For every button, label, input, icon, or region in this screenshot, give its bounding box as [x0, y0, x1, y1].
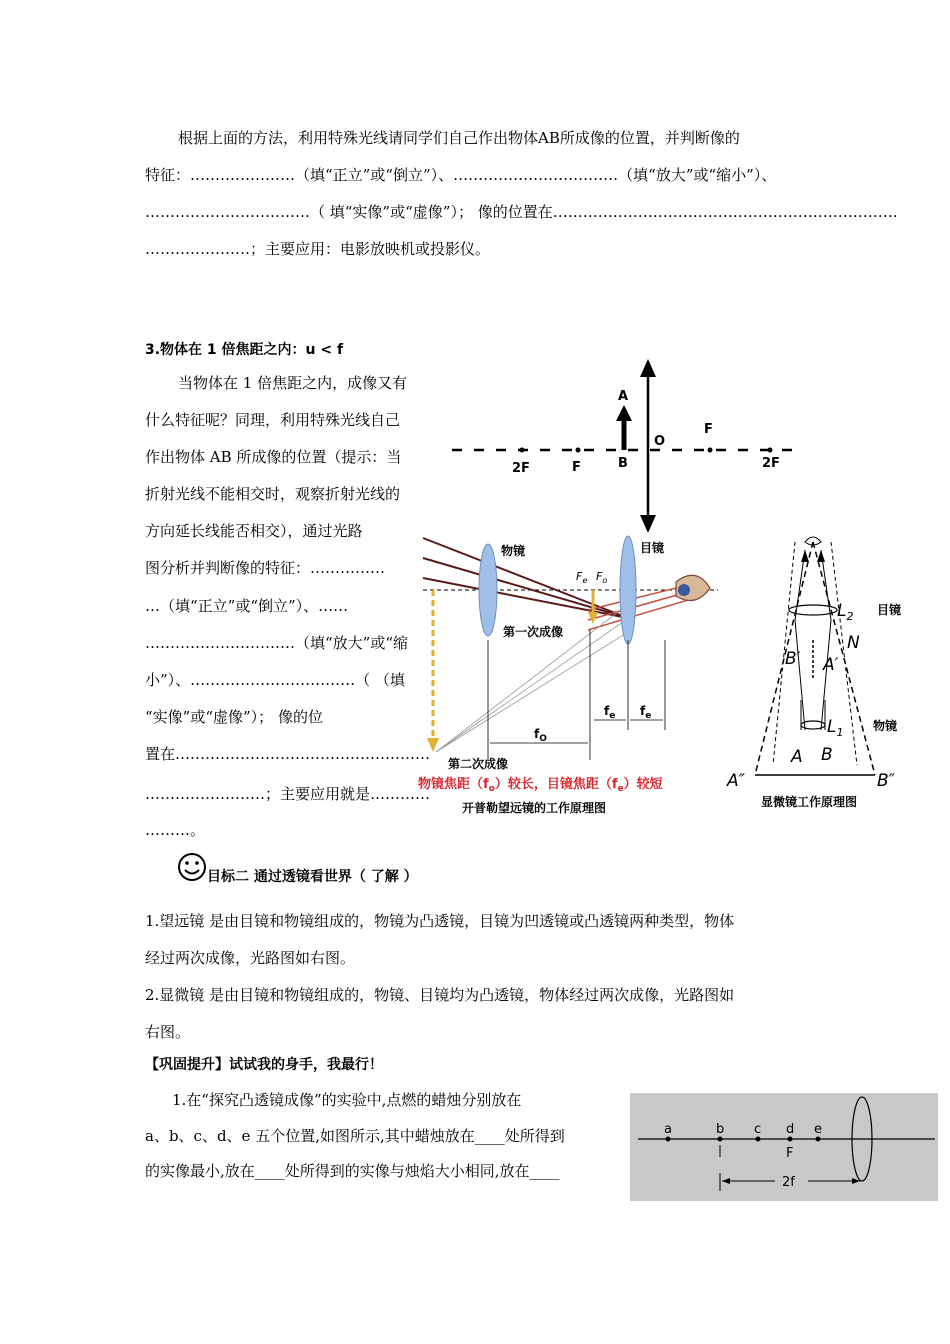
svg-text:Fe — [576, 570, 587, 585]
Fo-label: F — [596, 570, 603, 583]
microscope-diagram — [725, 530, 925, 815]
fo-sub: O — [539, 734, 547, 744]
section3-line: 置在…………………………………………… — [145, 745, 431, 763]
section3-line: ………。 — [145, 821, 206, 839]
goal2-title: 目标二 通过透镜看世界（ 了解 ） — [207, 869, 418, 885]
telescope-diagram — [418, 530, 718, 820]
section3-line: 图分析并判断像的特征：…………… — [145, 559, 386, 577]
fe-sub-2: e — [645, 711, 652, 721]
A-label: A — [791, 747, 803, 767]
convex-lens-diagram — [440, 355, 810, 535]
L2-label: L — [837, 601, 847, 621]
svg-text:Fo — [596, 570, 607, 585]
section3-line: “实像”或“虚像”）； 像的位 — [145, 708, 323, 726]
telescope-caption: 开普勒望远镜的工作原理图 — [462, 801, 607, 815]
svg-text:L1 — [827, 717, 843, 739]
para1-line2: 特征：…………………（填“正立”或“倒立”）、……………………………（填“放大”或“缩小”）、 — [145, 166, 777, 184]
L2-sub: 2 — [846, 610, 854, 623]
label-O: O — [654, 434, 666, 449]
pos-e-label: e — [814, 1122, 822, 1137]
section3-line: 折射光线不能相交时，观察折射光线的 — [145, 485, 401, 503]
L1-sub: 1 — [836, 726, 844, 739]
Bprime-label: B′ — [785, 649, 801, 669]
q1-line2: a、b、c、d、e 五个位置,如图所示,其中蜡烛放在____处所得到 — [145, 1127, 565, 1145]
pos-c-label: c — [754, 1122, 762, 1137]
item2-line1: 2.显微镜 是由目镜和物镜组成的，物镜、目镜均为凸透镜，物体经过两次成像，光路图如 — [145, 986, 735, 1004]
section3-title: 3.物体在 1 倍焦距之内：u < f — [145, 342, 344, 358]
microscope-eyepiece-label: 目镜 — [877, 603, 902, 617]
telescope-note-a: 物镜焦距（f — [418, 777, 489, 792]
section3-line: 当物体在 1 倍焦距之内，成像又有 — [178, 374, 408, 392]
smiley-icon — [177, 852, 207, 882]
twof-label: 2f — [782, 1175, 795, 1190]
Fo-sub: o — [602, 576, 608, 585]
fe-label-1: f — [604, 704, 610, 718]
label-F-right: F — [704, 422, 713, 437]
microscope-caption: 显微镜工作原理图 — [761, 795, 858, 809]
telescope-note-c: ）较短 — [623, 777, 663, 792]
para1-line3: ……………………………（ 填“实像”或“虚像”）； 像的位置在…………………………………………………………… — [145, 203, 898, 221]
pos-a-label: a — [664, 1122, 672, 1137]
q1-line1: 1.在“探究凸透镜成像”的实验中,点燃的蜡烛分别放在 — [172, 1091, 522, 1109]
telescope-note-sub1: o — [488, 784, 495, 794]
fo-label: f — [534, 727, 540, 741]
para1-line4: …………………；主要应用：电影放映机或投影仪。 — [145, 240, 491, 258]
item1-line2: 经过两次成像，光路图如右图。 — [145, 949, 356, 967]
Fe-sub: e — [582, 576, 588, 585]
Adoubleprime-label: A″ — [727, 771, 745, 791]
section3-line: 作出物体 AB 所成像的位置（提示：当 — [145, 448, 402, 466]
Bdoubleprime-label: B″ — [877, 771, 896, 791]
telescope-eyepiece-label: 目镜 — [640, 541, 665, 555]
Fe-label: F — [576, 570, 583, 583]
svg-text:L2 — [837, 601, 853, 623]
first-image-label: 第一次成像 — [503, 625, 564, 639]
consolidate-title: 【巩固提升】试试我的身手，我最行！ — [145, 1057, 383, 1073]
svg-text:fO — [534, 727, 547, 744]
item1-line1: 1.望远镜 是由目镜和物镜组成的，物镜为凸透镜，目镜为凹透镜或凸透镜两种类型，物体 — [145, 912, 735, 930]
microscope-objective-label: 物镜 — [873, 719, 898, 733]
section3-line: 小”）、……………………………（ （填 — [145, 671, 405, 689]
svg-text:物镜焦距（fo）较长，目镜焦距（fe）较短 — [418, 776, 663, 794]
fe-label-2: f — [640, 704, 646, 718]
para1-line1: 根据上面的方法，利用特殊光线请同学们自己作出物体AB所成像的位置，并判断像的 — [178, 129, 740, 147]
q1-line3: 的实像最小,放在____处所得到的实像与烛焰大小相同,放在____ — [145, 1162, 560, 1180]
N-label: N — [847, 633, 860, 653]
optical-bench-diagram — [630, 1093, 938, 1201]
B-label: B — [821, 745, 833, 765]
second-image-label: 第二次成像 — [448, 757, 509, 771]
section3-line: …（填“正立”或“倒立”）、…… — [145, 597, 349, 615]
fe-sub-1: e — [609, 711, 616, 721]
label-A: A — [618, 389, 629, 404]
svg-text:fe — [604, 704, 615, 721]
telescope-note-sub2: e — [617, 784, 624, 794]
section3-line: 方向延长线能否相交），通过光路 — [145, 522, 363, 540]
telescope-note-b: ）较长，目镜焦距（f — [494, 777, 618, 792]
section3-line: ……………………；主要应用就是………… — [145, 785, 431, 803]
label-2F-left: 2F — [512, 461, 530, 476]
section3-line: …………………………（填“放大”或“缩 — [145, 634, 409, 652]
label-B: B — [618, 456, 628, 471]
telescope-objective-label: 物镜 — [501, 544, 526, 558]
focus-F-label: F — [786, 1146, 794, 1161]
item2-line2: 右图。 — [145, 1023, 191, 1041]
label-F-left: F — [572, 460, 581, 475]
pos-b-label: b — [716, 1122, 725, 1137]
svg-text:fe — [640, 704, 651, 721]
label-2F-right: 2F — [762, 456, 780, 471]
L1-label: L — [827, 717, 837, 737]
section3-line: 什么特征呢？同理，利用特殊光线自己 — [145, 411, 401, 429]
pos-d-label: d — [786, 1122, 795, 1137]
Aprime-label: A′ — [823, 655, 839, 675]
